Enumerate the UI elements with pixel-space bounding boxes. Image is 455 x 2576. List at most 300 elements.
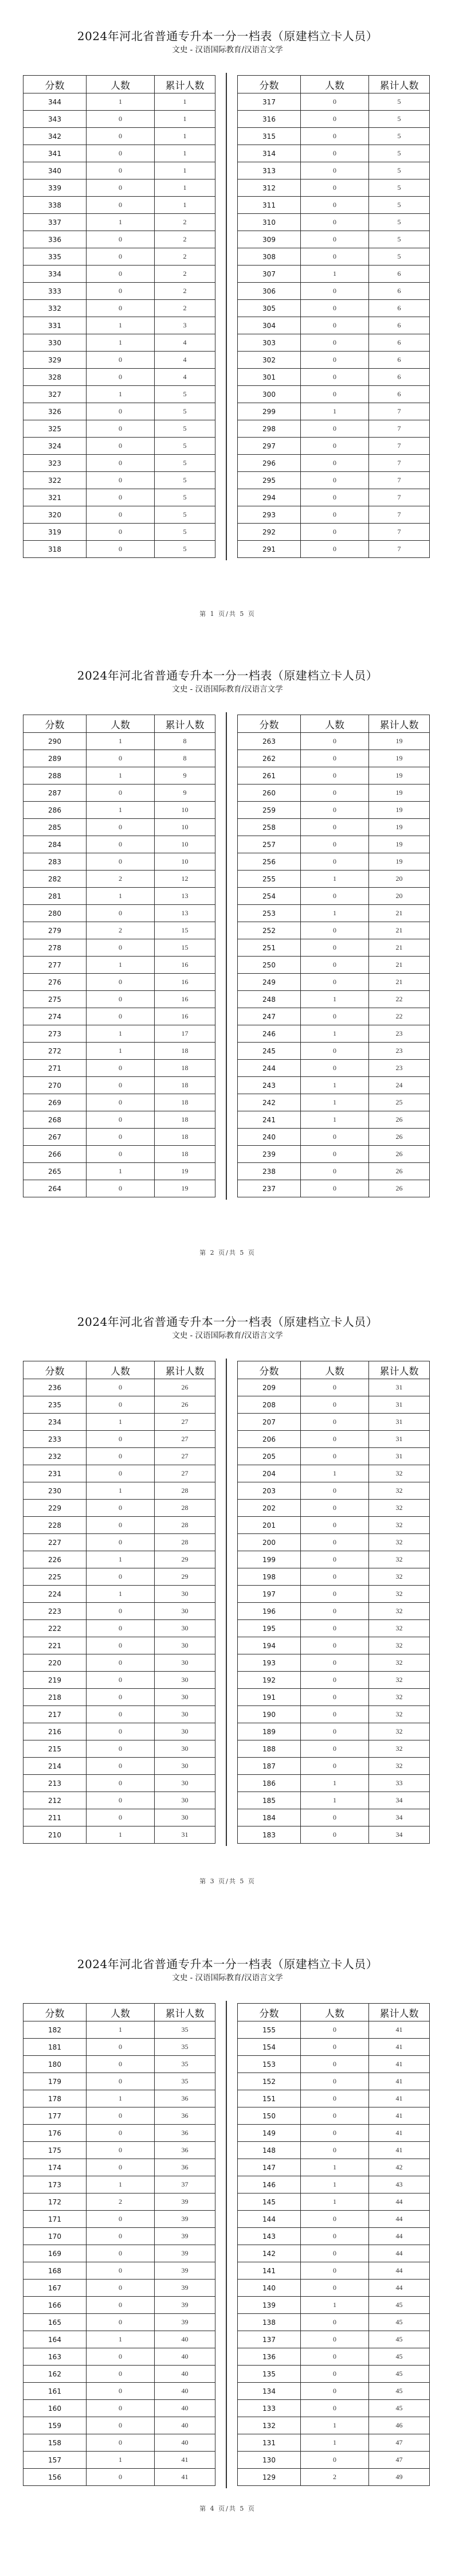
cumulative-cell: 39 <box>155 2211 215 2228</box>
count-cell: 0 <box>87 1809 155 1826</box>
table-row <box>238 784 430 802</box>
score-cell: 204 <box>238 1465 301 1482</box>
score-cell: 174 <box>23 2159 87 2176</box>
count-cell: 0 <box>301 2021 369 2039</box>
cumulative-cell: 7 <box>369 438 430 455</box>
table-row <box>238 1826 430 1844</box>
score-cell: 254 <box>238 888 301 905</box>
count-cell: 0 <box>87 2159 155 2176</box>
table-header-row <box>238 76 430 93</box>
header-count: 人数 <box>301 715 369 733</box>
count-cell: 0 <box>301 819 369 836</box>
score-cell: 209 <box>238 1379 301 1396</box>
score-cell: 228 <box>23 1517 87 1534</box>
cumulative-cell: 32 <box>369 1517 430 1534</box>
count-cell: 1 <box>301 2193 369 2211</box>
score-cell: 281 <box>23 888 87 905</box>
score-cell: 319 <box>23 524 87 541</box>
count-cell: 1 <box>87 2452 155 2469</box>
score-cell: 189 <box>238 1723 301 1740</box>
count-cell: 1 <box>301 991 369 1008</box>
score-cell: 205 <box>238 1448 301 1465</box>
cumulative-cell: 31 <box>155 1826 215 1844</box>
cumulative-cell: 23 <box>369 1060 430 1077</box>
cumulative-cell: 40 <box>155 2434 215 2452</box>
cumulative-cell: 39 <box>155 2280 215 2297</box>
score-cell: 235 <box>23 1396 87 1414</box>
score-cell: 168 <box>23 2262 87 2280</box>
header-cumulative: 累计人数 <box>155 715 215 733</box>
count-cell: 0 <box>301 2314 369 2331</box>
cumulative-cell: 2 <box>155 231 215 248</box>
table-row <box>23 300 215 317</box>
count-cell: 0 <box>301 733 369 750</box>
count-cell: 0 <box>301 472 369 489</box>
cumulative-cell: 2 <box>155 283 215 300</box>
cumulative-cell: 30 <box>155 1654 215 1672</box>
table-row <box>23 128 215 145</box>
count-cell: 0 <box>87 1775 155 1792</box>
cumulative-cell: 32 <box>369 1482 430 1500</box>
score-cell: 318 <box>23 541 87 558</box>
score-cell: 239 <box>238 1146 301 1163</box>
table-row <box>23 905 215 922</box>
score-cell: 236 <box>23 1379 87 1396</box>
page-title: 2024年河北省普通专升本一分一档表（原建档立卡人员） <box>77 1957 378 1971</box>
score-cell: 170 <box>23 2228 87 2245</box>
cumulative-cell: 26 <box>155 1379 215 1396</box>
cumulative-cell: 26 <box>369 1129 430 1146</box>
table-row <box>23 145 215 162</box>
cumulative-cell: 36 <box>155 2142 215 2159</box>
cumulative-cell: 32 <box>369 1654 430 1672</box>
table-row <box>238 1146 430 1163</box>
score-cell: 138 <box>238 2314 301 2331</box>
table-row <box>238 2211 430 2228</box>
table-row <box>238 2056 430 2073</box>
score-cell: 151 <box>238 2090 301 2107</box>
cumulative-cell: 5 <box>369 128 430 145</box>
score-cell: 263 <box>238 733 301 750</box>
cumulative-cell: 25 <box>369 1094 430 1111</box>
header-count: 人数 <box>87 76 155 93</box>
cumulative-cell: 4 <box>155 352 215 369</box>
cumulative-cell: 30 <box>155 1706 215 1723</box>
score-cell: 162 <box>23 2366 87 2383</box>
cumulative-cell: 6 <box>369 300 430 317</box>
count-cell: 0 <box>87 836 155 853</box>
table-row <box>238 2297 430 2314</box>
count-cell: 0 <box>301 853 369 871</box>
cumulative-cell: 5 <box>369 231 430 248</box>
cumulative-cell: 7 <box>369 455 430 472</box>
score-cell: 264 <box>23 1180 87 1197</box>
cumulative-cell: 2 <box>155 214 215 231</box>
table-row <box>23 266 215 283</box>
cumulative-cell: 5 <box>155 472 215 489</box>
count-cell: 1 <box>87 386 155 403</box>
table-row <box>23 2297 215 2314</box>
table-row <box>238 2193 430 2211</box>
score-cell: 265 <box>23 1163 87 1180</box>
table-row <box>23 1163 215 1180</box>
table-row <box>23 1077 215 1094</box>
count-cell: 0 <box>87 352 155 369</box>
score-cell: 283 <box>23 853 87 871</box>
cumulative-cell: 31 <box>369 1431 430 1448</box>
count-cell: 0 <box>301 420 369 438</box>
score-table-left <box>23 715 215 1197</box>
cumulative-cell: 30 <box>155 1586 215 1603</box>
score-cell: 280 <box>23 905 87 922</box>
table-row <box>23 1111 215 1129</box>
count-cell: 0 <box>301 1758 369 1775</box>
cumulative-cell: 7 <box>369 472 430 489</box>
score-cell: 296 <box>238 455 301 472</box>
score-cell: 232 <box>23 1448 87 1465</box>
table-row <box>238 386 430 403</box>
count-cell: 0 <box>301 524 369 541</box>
count-cell: 0 <box>87 1706 155 1723</box>
count-cell: 0 <box>87 2366 155 2383</box>
table-row <box>23 2469 215 2486</box>
table-row <box>23 420 215 438</box>
score-cell: 182 <box>23 2021 87 2039</box>
count-cell: 0 <box>301 836 369 853</box>
count-cell: 0 <box>301 334 369 352</box>
score-cell: 227 <box>23 1534 87 1551</box>
cumulative-cell: 45 <box>369 2383 430 2400</box>
table-row <box>238 750 430 767</box>
count-cell: 0 <box>301 1551 369 1568</box>
table-row <box>238 1637 430 1654</box>
score-cell: 133 <box>238 2400 301 2417</box>
count-cell: 0 <box>87 750 155 767</box>
page-4 <box>0 1925 455 2567</box>
score-cell: 306 <box>238 283 301 300</box>
count-cell: 0 <box>87 231 155 248</box>
cumulative-cell: 7 <box>369 541 430 558</box>
table-row <box>23 1758 215 1775</box>
table-row <box>238 888 430 905</box>
table-row <box>238 2400 430 2417</box>
table-row <box>238 1603 430 1620</box>
cumulative-cell: 18 <box>155 1111 215 1129</box>
cumulative-cell: 24 <box>369 1077 430 1094</box>
table-row <box>238 266 430 283</box>
cumulative-cell: 33 <box>369 1775 430 1792</box>
table-row <box>23 1431 215 1448</box>
cumulative-cell: 16 <box>155 957 215 974</box>
table-row <box>23 334 215 352</box>
cumulative-cell: 32 <box>369 1689 430 1706</box>
score-cell: 155 <box>238 2021 301 2039</box>
score-cell: 290 <box>23 733 87 750</box>
cumulative-cell: 37 <box>155 2176 215 2193</box>
cumulative-cell: 22 <box>369 991 430 1008</box>
table-row <box>238 283 430 300</box>
cumulative-cell: 5 <box>155 438 215 455</box>
count-cell: 1 <box>301 1094 369 1111</box>
table-row <box>23 1517 215 1534</box>
header-score: 分数 <box>238 1361 301 1379</box>
cumulative-cell: 7 <box>369 489 430 506</box>
cumulative-cell: 21 <box>369 922 430 939</box>
count-cell: 0 <box>87 2400 155 2417</box>
table-row <box>23 1654 215 1672</box>
table-row <box>23 386 215 403</box>
table-row <box>238 2125 430 2142</box>
count-cell: 0 <box>87 1431 155 1448</box>
cumulative-cell: 44 <box>369 2280 430 2297</box>
count-cell: 0 <box>301 506 369 524</box>
count-cell: 0 <box>87 420 155 438</box>
table-row <box>238 2228 430 2245</box>
count-cell: 0 <box>87 455 155 472</box>
score-cell: 302 <box>238 352 301 369</box>
score-cell: 340 <box>23 162 87 179</box>
score-cell: 240 <box>238 1129 301 1146</box>
score-cell: 259 <box>238 802 301 819</box>
table-row <box>23 733 215 750</box>
cumulative-cell: 19 <box>369 819 430 836</box>
score-table-left <box>23 1361 215 1844</box>
count-cell: 0 <box>87 2228 155 2245</box>
score-cell: 313 <box>238 162 301 179</box>
score-cell: 331 <box>23 317 87 334</box>
table-row <box>23 2383 215 2400</box>
count-cell: 2 <box>301 2469 369 2486</box>
score-cell: 213 <box>23 1775 87 1792</box>
count-cell: 0 <box>87 1637 155 1654</box>
table-row <box>23 836 215 853</box>
header-score: 分数 <box>23 715 87 733</box>
table-row <box>23 974 215 991</box>
table-row <box>238 128 430 145</box>
table-row <box>23 1465 215 1482</box>
cumulative-cell: 3 <box>155 317 215 334</box>
table-row <box>238 145 430 162</box>
cumulative-cell: 23 <box>369 1025 430 1043</box>
count-cell: 0 <box>301 1723 369 1740</box>
score-cell: 147 <box>238 2159 301 2176</box>
score-cell: 311 <box>238 197 301 214</box>
count-cell: 0 <box>87 1180 155 1197</box>
score-cell: 140 <box>238 2280 301 2297</box>
count-cell: 0 <box>301 352 369 369</box>
count-cell: 0 <box>301 2348 369 2366</box>
count-cell: 0 <box>87 974 155 991</box>
table-row <box>238 1551 430 1568</box>
table-row <box>238 871 430 888</box>
count-cell: 0 <box>301 939 369 957</box>
table-row <box>23 248 215 266</box>
score-cell: 139 <box>238 2297 301 2314</box>
cumulative-cell: 44 <box>369 2262 430 2280</box>
score-cell: 167 <box>23 2280 87 2297</box>
count-cell: 0 <box>87 2469 155 2486</box>
table-row <box>23 2142 215 2159</box>
cumulative-cell: 5 <box>155 489 215 506</box>
count-cell: 1 <box>87 733 155 750</box>
table-row <box>23 472 215 489</box>
table-row <box>23 1448 215 1465</box>
page-subtitle: 文史 - 汉语国际教育/汉语言文学 <box>172 45 283 54</box>
count-cell: 0 <box>87 179 155 197</box>
score-cell: 279 <box>23 922 87 939</box>
count-cell: 0 <box>301 1431 369 1448</box>
table-row <box>238 1568 430 1586</box>
count-cell: 0 <box>301 2228 369 2245</box>
table-row <box>238 2469 430 2486</box>
cumulative-cell: 10 <box>155 802 215 819</box>
column-divider <box>226 712 227 1200</box>
table-row <box>23 369 215 386</box>
table-row <box>23 2400 215 2417</box>
table-row <box>23 1482 215 1500</box>
score-table-right <box>237 1361 430 1844</box>
cumulative-cell: 5 <box>369 162 430 179</box>
score-cell: 312 <box>238 179 301 197</box>
score-cell: 203 <box>238 1482 301 1500</box>
cumulative-cell: 30 <box>155 1637 215 1654</box>
cumulative-cell: 30 <box>155 1740 215 1758</box>
score-cell: 208 <box>238 1396 301 1414</box>
count-cell: 1 <box>87 1414 155 1431</box>
count-cell: 1 <box>87 2021 155 2039</box>
count-cell: 0 <box>301 1180 369 1197</box>
cumulative-cell: 45 <box>369 2348 430 2366</box>
score-cell: 242 <box>238 1094 301 1111</box>
header-score: 分数 <box>238 715 301 733</box>
table-row <box>23 1396 215 1414</box>
cumulative-cell: 26 <box>369 1111 430 1129</box>
count-cell: 1 <box>301 1465 369 1482</box>
table-row <box>238 1775 430 1792</box>
table-row <box>238 2366 430 2383</box>
count-cell: 0 <box>301 1672 369 1689</box>
score-cell: 320 <box>23 506 87 524</box>
count-cell: 0 <box>87 2039 155 2056</box>
score-cell: 246 <box>238 1025 301 1043</box>
table-row <box>238 1180 430 1197</box>
score-cell: 266 <box>23 1146 87 1163</box>
table-row <box>23 2107 215 2125</box>
score-cell: 198 <box>238 1568 301 1586</box>
score-cell: 137 <box>238 2331 301 2348</box>
score-cell: 144 <box>238 2211 301 2228</box>
cumulative-cell: 21 <box>369 905 430 922</box>
table-row <box>23 819 215 836</box>
count-cell: 0 <box>301 2039 369 2056</box>
count-cell: 1 <box>301 266 369 283</box>
score-cell: 152 <box>238 2073 301 2090</box>
page-title: 2024年河北省普通专升本一分一档表（原建档立卡人员） <box>77 669 378 682</box>
count-cell: 1 <box>87 1025 155 1043</box>
table-row <box>238 1482 430 1500</box>
count-cell: 0 <box>87 403 155 420</box>
table-row <box>238 1414 430 1431</box>
cumulative-cell: 7 <box>369 524 430 541</box>
cumulative-cell: 32 <box>369 1568 430 1586</box>
score-cell: 181 <box>23 2039 87 2056</box>
table-row <box>238 1672 430 1689</box>
table-row <box>238 420 430 438</box>
count-cell: 0 <box>301 438 369 455</box>
cumulative-cell: 40 <box>155 2417 215 2434</box>
count-cell: 0 <box>87 905 155 922</box>
cumulative-cell: 30 <box>155 1809 215 1826</box>
cumulative-cell: 6 <box>369 352 430 369</box>
cumulative-cell: 40 <box>155 2383 215 2400</box>
count-cell: 1 <box>87 334 155 352</box>
cumulative-cell: 26 <box>369 1180 430 1197</box>
cumulative-cell: 40 <box>155 2331 215 2348</box>
score-cell: 149 <box>238 2125 301 2142</box>
count-cell: 0 <box>87 784 155 802</box>
count-cell: 0 <box>301 1448 369 1465</box>
table-row <box>238 802 430 819</box>
score-cell: 310 <box>238 214 301 231</box>
score-cell: 341 <box>23 145 87 162</box>
score-cell: 252 <box>238 922 301 939</box>
cumulative-cell: 5 <box>369 197 430 214</box>
score-cell: 192 <box>238 1672 301 1689</box>
cumulative-cell: 32 <box>369 1706 430 1723</box>
count-cell: 0 <box>87 438 155 455</box>
count-cell: 0 <box>87 2314 155 2331</box>
table-row <box>23 853 215 871</box>
score-cell: 334 <box>23 266 87 283</box>
cumulative-cell: 18 <box>155 1077 215 1094</box>
score-cell: 220 <box>23 1654 87 1672</box>
table-row <box>23 1723 215 1740</box>
score-cell: 195 <box>238 1620 301 1637</box>
cumulative-cell: 20 <box>369 871 430 888</box>
table-row <box>23 1008 215 1025</box>
score-cell: 257 <box>238 836 301 853</box>
count-cell: 0 <box>301 2056 369 2073</box>
cumulative-cell: 28 <box>155 1534 215 1551</box>
count-cell: 0 <box>301 750 369 767</box>
count-cell: 1 <box>87 1586 155 1603</box>
cumulative-cell: 39 <box>155 2297 215 2314</box>
count-cell: 0 <box>87 1500 155 1517</box>
score-cell: 293 <box>238 506 301 524</box>
count-cell: 0 <box>87 489 155 506</box>
table-row <box>23 2314 215 2331</box>
count-cell: 0 <box>87 283 155 300</box>
count-cell: 0 <box>301 2452 369 2469</box>
score-table-right <box>237 715 430 1197</box>
table-header-row <box>23 76 215 93</box>
count-cell: 0 <box>87 145 155 162</box>
table-row <box>238 334 430 352</box>
score-cell: 241 <box>238 1111 301 1129</box>
table-row <box>238 317 430 334</box>
score-cell: 197 <box>238 1586 301 1603</box>
header-cumulative: 累计人数 <box>369 1361 430 1379</box>
score-cell: 201 <box>238 1517 301 1534</box>
count-cell: 0 <box>87 2211 155 2228</box>
score-cell: 196 <box>238 1603 301 1620</box>
count-cell: 0 <box>87 300 155 317</box>
count-cell: 2 <box>87 922 155 939</box>
score-cell: 193 <box>238 1654 301 1672</box>
cumulative-cell: 19 <box>369 733 430 750</box>
cumulative-cell: 47 <box>369 2452 430 2469</box>
score-cell: 276 <box>23 974 87 991</box>
